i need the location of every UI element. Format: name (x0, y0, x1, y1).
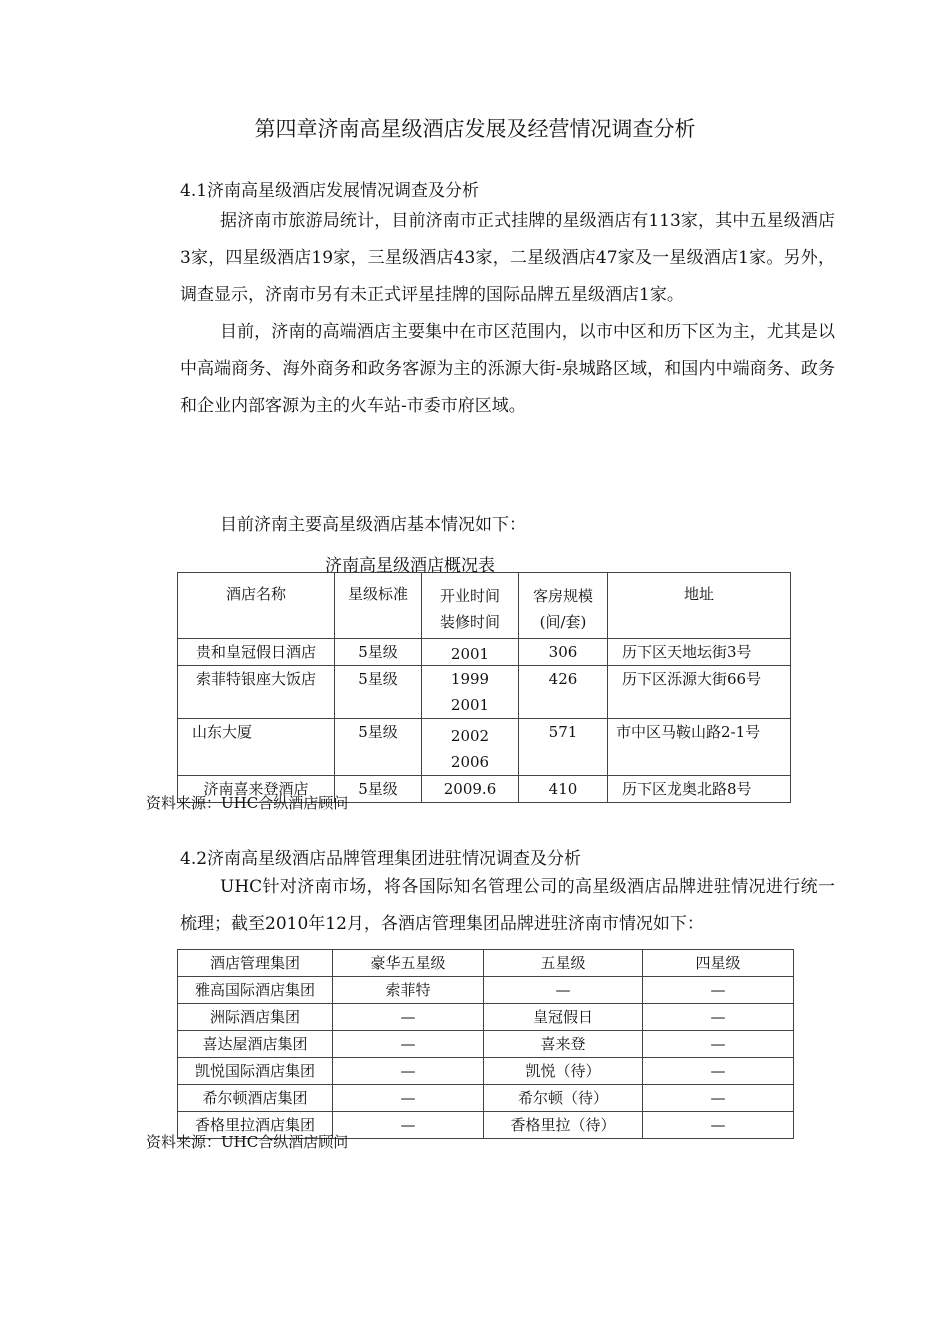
cell-five-star: — (484, 977, 643, 1004)
section-heading-4-1: 4.1济南高星级酒店发展情况调查及分析 (180, 181, 480, 201)
header-group: 酒店管理集团 (178, 950, 333, 977)
header-rooms-unit: (间/套) (539, 613, 587, 631)
paragraph-hotel-statistics: 据济南市旅游局统计，目前济南市正式挂牌的星级酒店有113家，其中五星级酒店3家，四星级酒店19家，三星级酒店43家，二星级酒店47家及一星级酒店1家。另外，调查显示，济南市另有未正式评星挂牌的国际品牌五星级酒店1家。 (180, 211, 835, 305)
table-source-note: 资料来源：UHC合纵酒店顾问 (146, 1133, 349, 1151)
cell-four-star: — (643, 1031, 794, 1058)
cell-four-star: — (643, 1058, 794, 1085)
cell-star: 5星级 (335, 666, 422, 719)
table-row (178, 666, 791, 719)
table-caption: 济南高星级酒店概况表 (325, 556, 495, 576)
section-2-body (180, 869, 835, 943)
section-heading-4-2: 4.2济南高星级酒店品牌管理集团进驻情况调查及分析 (180, 849, 582, 869)
cell-luxury-five-star: — (333, 1058, 484, 1085)
cell-address: 历下区龙奥北路8号 (608, 776, 791, 803)
header-five-star: 五星级 (484, 950, 643, 977)
cell-rooms: 410 (519, 776, 608, 803)
cell-open: 2009.6 (443, 780, 497, 798)
cell-dates (422, 776, 519, 803)
cell-open: 2002 (450, 727, 490, 745)
cell-five-star: 希尔顿（待） (484, 1085, 643, 1112)
table-row (178, 719, 791, 776)
header-address: 地址 (608, 573, 791, 639)
cell-luxury-five-star: — (333, 1004, 484, 1031)
table-source-note: 资料来源：UHC合纵酒店顾问 (146, 794, 349, 812)
paragraph-hotel-distribution: 目前，济南的高端酒店主要集中在市区范围内，以市中区和历下区为主，尤其是以中高端商务、海外商务和政务客源为主的泺源大街-泉城路区域，和国内中端商务、政务和企业内部客源为主的火车站-市委市府区域。 (180, 322, 835, 416)
cell-dates (422, 666, 519, 719)
cell-group: 洲际酒店集团 (178, 1004, 333, 1031)
cell-hotel-name: 贵和皇冠假日酒店 (178, 639, 335, 666)
table-row (178, 977, 794, 1004)
cell-open: 2001 (450, 645, 490, 663)
cell-dates (422, 639, 519, 666)
cell-star: 5星级 (335, 776, 422, 803)
section-1-body (180, 203, 835, 425)
header-renovate: 装修时间 (439, 613, 500, 631)
hotel-overview-table (177, 572, 791, 803)
cell-five-star: 凯悦（待） (484, 1058, 643, 1085)
cell-four-star: — (643, 1004, 794, 1031)
header-open: 开业时间 (439, 587, 500, 605)
cell-five-star: 香格里拉（待） (484, 1112, 643, 1139)
cell-star: 5星级 (335, 719, 422, 776)
page-title: 第四章济南高星级酒店发展及经营情况调查分析 (254, 117, 696, 141)
table-row (178, 639, 791, 666)
cell-address: 历下区天地坛街3号 (608, 639, 791, 666)
header-star: 星级标准 (335, 573, 422, 639)
table-row (178, 1031, 794, 1058)
table-row (178, 1085, 794, 1112)
cell-address: 市中区马鞍山路2-1号 (608, 719, 791, 776)
paragraph-brand-entry: UHC针对济南市场，将各国际知名管理公司的高星级酒店品牌进驻情况进行统一梳理；截至2010年12月，各酒店管理集团品牌进驻济南市情况如下： (180, 877, 835, 934)
cell-group: 喜达屋酒店集团 (178, 1031, 333, 1058)
cell-five-star: 皇冠假日 (484, 1004, 643, 1031)
table-header-row (178, 950, 794, 977)
cell-five-star: 喜来登 (484, 1031, 643, 1058)
header-luxury-five-star: 豪华五星级 (333, 950, 484, 977)
cell-group: 希尔顿酒店集团 (178, 1085, 333, 1112)
cell-renovate: 2001 (450, 696, 490, 714)
cell-dates (422, 719, 519, 776)
paragraph-table-intro: 目前济南主要高星级酒店基本情况如下： (220, 515, 526, 535)
header-open-renovate (422, 573, 519, 639)
cell-four-star: — (643, 977, 794, 1004)
cell-four-star: — (643, 1085, 794, 1112)
cell-luxury-five-star: — (333, 1031, 484, 1058)
cell-luxury-five-star: — (333, 1085, 484, 1112)
cell-hotel-name: 济南喜来登酒店 (178, 776, 335, 803)
cell-group: 雅高国际酒店集团 (178, 977, 333, 1004)
cell-group: 凯悦国际酒店集团 (178, 1058, 333, 1085)
header-four-star: 四星级 (643, 950, 794, 977)
cell-open: 1999 (450, 670, 490, 688)
cell-four-star: — (643, 1112, 794, 1139)
header-rooms (519, 573, 608, 639)
cell-rooms: 571 (519, 719, 608, 776)
cell-group: 香格里拉酒店集团 (178, 1112, 333, 1139)
cell-address: 历下区泺源大街66号 (608, 666, 791, 719)
header-rooms-label: 客房规模 (532, 587, 593, 605)
cell-rooms: 426 (519, 666, 608, 719)
cell-rooms: 306 (519, 639, 608, 666)
cell-renovate: 2006 (450, 753, 490, 771)
brand-entry-table (177, 949, 794, 1139)
table-row (178, 1004, 794, 1031)
cell-luxury-five-star: 索菲特 (333, 977, 484, 1004)
cell-hotel-name: 山东大厦 (178, 719, 335, 776)
table-row (178, 1058, 794, 1085)
cell-hotel-name: 索菲特银座大饭店 (178, 666, 335, 719)
table-header-row (178, 573, 791, 639)
cell-luxury-five-star: — (333, 1112, 484, 1139)
cell-star: 5星级 (335, 639, 422, 666)
header-hotel-name: 酒店名称 (178, 573, 335, 639)
